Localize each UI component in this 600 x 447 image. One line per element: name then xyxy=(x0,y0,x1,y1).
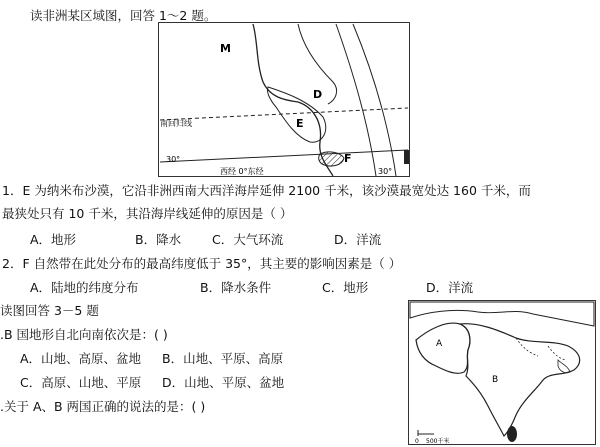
q3-option-c: C．高原、山地、平原 xyxy=(20,375,142,390)
edge-mark xyxy=(404,150,409,164)
intro-text: 读非洲某区域图，回答 1～2 题。 xyxy=(30,8,217,23)
q1-line1: 1．E 为纳米布沙漠，它沿非洲西南大西洋海岸延伸 2100 千米，该沙漠最宽处达 160 千米，而 xyxy=(2,183,531,198)
q2-option-d: D．洋流 xyxy=(426,280,474,295)
south-asia-map xyxy=(408,300,596,445)
q1-option-a: A．地形 xyxy=(30,232,77,247)
q2-option-c: C．地形 xyxy=(322,280,369,295)
q2-option-b: B．降水条件 xyxy=(200,280,272,295)
q2-line1: 2．F 自然带在此处分布的最高纬度低于 35°，其主要的影响因素是（ ） xyxy=(2,256,402,271)
q1-option-b: B．降水 xyxy=(135,232,182,247)
intro2-text: 读图回答 3－5 题 xyxy=(0,303,99,318)
q2-option-a: A．陆地的纬度分布 xyxy=(30,280,139,295)
q1-option-c: C．大气环流 xyxy=(212,232,284,247)
label-b: B xyxy=(492,375,499,385)
label-a: A xyxy=(436,339,443,349)
label-tropic: 南回归线 xyxy=(160,119,192,128)
region-f-hatched xyxy=(319,152,344,166)
q1-line2: 最狭处只有 10 千米，其沿海岸线延伸的原因是（ ） xyxy=(2,206,293,221)
label-e: E xyxy=(296,117,304,130)
label-d: D xyxy=(313,88,323,101)
q3-option-a: A．山地、高原、盆地 xyxy=(20,351,142,366)
label-lat-right: 30° xyxy=(378,167,393,176)
label-lat-left: 30° xyxy=(166,155,181,164)
q3-option-d: D．山地、平原、盆地 xyxy=(162,375,285,390)
scale-text: 500千米 xyxy=(426,438,450,445)
q4-line1: .关于 A、B 两国正确的说法的是：( ) xyxy=(0,399,206,414)
label-m: M xyxy=(220,42,231,55)
q3-option-b: B．山地、平原、高原 xyxy=(162,351,284,366)
southwest-africa-map xyxy=(158,22,410,177)
island-sri-lanka xyxy=(507,426,517,442)
q3-line1: .B 国地形自北向南依次是：( ) xyxy=(0,327,168,342)
label-f: F xyxy=(344,152,352,165)
q1-option-d: D．洋流 xyxy=(334,232,382,247)
label-longitude: 西经 0°东经 xyxy=(220,167,264,176)
scale-zero: 0 xyxy=(415,438,419,445)
